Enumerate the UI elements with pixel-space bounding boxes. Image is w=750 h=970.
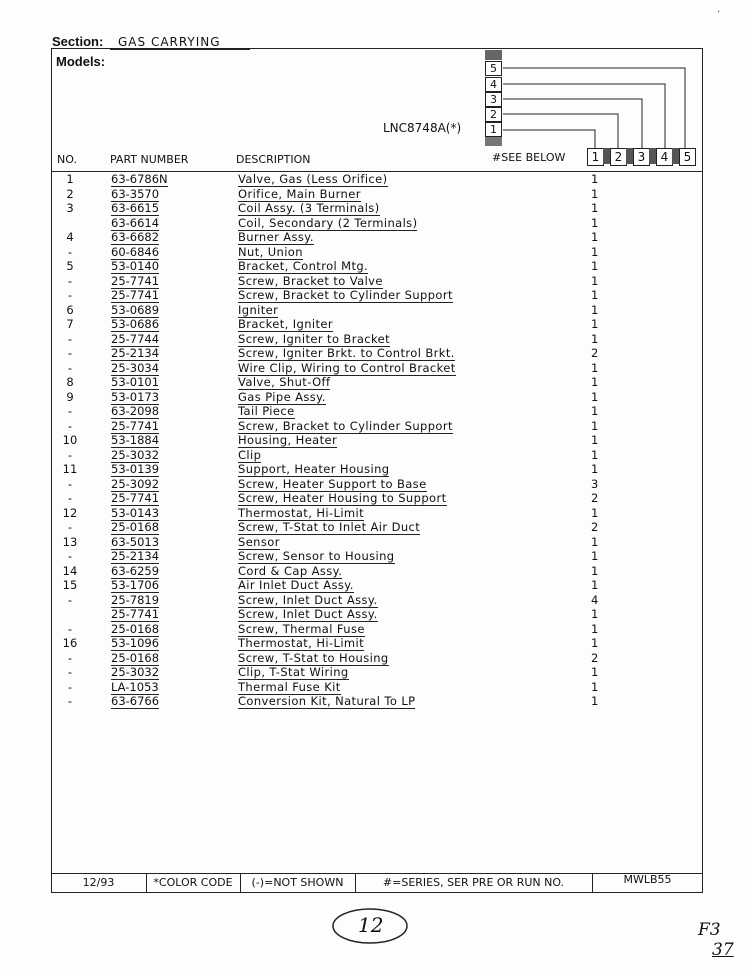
part-item-number: - <box>67 360 73 375</box>
parts-table <box>51 172 703 709</box>
part-number: 60-6846 <box>111 244 160 259</box>
table-row <box>51 317 703 332</box>
part-item-number: 16 <box>62 636 78 650</box>
part-item-number: - <box>67 520 73 534</box>
part-quantity: 1 <box>591 447 599 462</box>
table-row <box>51 361 703 376</box>
table-row <box>51 259 703 274</box>
part-item-number: 8 <box>66 375 74 389</box>
part-quantity: 1 <box>591 607 599 621</box>
part-item-number: 12 <box>62 505 78 520</box>
table-row <box>51 245 703 260</box>
part-number: 53-0689 <box>111 302 160 317</box>
model-box-2: 2 <box>485 107 502 122</box>
part-quantity: 1 <box>591 273 599 288</box>
model-box-5: 5 <box>485 61 502 76</box>
part-item-number: - <box>67 650 73 665</box>
part-quantity: 3 <box>591 476 599 491</box>
part-number: 63-5013 <box>111 534 160 549</box>
part-number: 63-6682 <box>111 230 160 244</box>
part-item-number: - <box>67 346 73 360</box>
part-item-number: - <box>67 491 73 505</box>
part-quantity: 2 <box>591 491 599 505</box>
model-box-4: 4 <box>485 77 502 92</box>
part-quantity: 1 <box>591 665 599 679</box>
part-description: Cord & Cap Assy. <box>238 563 343 578</box>
part-description: Air Inlet Duct Assy. <box>238 578 354 592</box>
col-shade <box>672 148 679 164</box>
part-number: 25-2134 <box>111 549 160 563</box>
part-number: 53-0101 <box>111 375 160 389</box>
part-quantity: 2 <box>591 346 599 360</box>
models-label: Models: <box>56 54 106 69</box>
col-shade <box>603 148 610 164</box>
corner-mark-top: F3 <box>698 920 721 940</box>
part-number: 53-1096 <box>111 636 160 650</box>
part-quantity: 1 <box>591 404 599 418</box>
part-quantity: 1 <box>591 302 599 317</box>
page-number-handwritten: 12 <box>358 913 384 937</box>
part-number: 25-0168 <box>111 650 160 665</box>
table-row <box>51 390 703 405</box>
part-description: Bracket, Control Mtg. <box>238 259 369 273</box>
part-item-number: - <box>67 273 73 288</box>
part-quantity: 2 <box>591 520 599 534</box>
part-number: 63-6259 <box>111 563 160 578</box>
part-description: Screw, Heater Housing to Support <box>238 491 447 505</box>
part-description: Valve, Gas (Less Orifice) <box>238 172 388 186</box>
part-number: 25-0168 <box>111 520 160 534</box>
part-number: 25-7744 <box>111 331 160 346</box>
table-row <box>51 288 703 303</box>
connector-line-3 <box>503 99 642 148</box>
table-row <box>51 462 703 477</box>
part-quantity: 1 <box>591 172 599 186</box>
part-number: 25-7741 <box>111 288 160 302</box>
part-number: 25-7741 <box>111 418 160 433</box>
table-row <box>51 201 703 216</box>
part-item-number: - <box>67 679 73 694</box>
footer-doc-code: MWLB55 <box>623 873 672 886</box>
col-header-no: NO. <box>57 153 77 166</box>
col-shade <box>649 148 656 164</box>
part-quantity: 1 <box>591 244 599 259</box>
model-box-1: 1 <box>485 122 502 137</box>
part-description: Screw, Igniter Brkt. to Control Brkt. <box>238 346 455 360</box>
connector-line-4 <box>503 84 665 148</box>
part-item-number: - <box>67 404 73 418</box>
model-box-cap <box>485 50 502 60</box>
footer-series: #=SERIES, SER PRE OR RUN NO. <box>382 876 565 889</box>
part-item-number: - <box>67 288 73 302</box>
table-row <box>51 303 703 318</box>
part-number: 63-6786N <box>111 172 168 186</box>
part-quantity: 1 <box>591 259 599 273</box>
part-number: 25-7741 <box>111 607 160 621</box>
part-quantity: 1 <box>591 317 599 331</box>
col-header-description: DESCRIPTION <box>236 153 311 166</box>
part-item-number: 11 <box>62 462 78 476</box>
part-quantity: 1 <box>591 331 599 346</box>
part-item-number: - <box>67 244 73 259</box>
part-description: Support, Heater Housing <box>238 462 390 476</box>
part-description: Screw, Bracket to Valve <box>238 273 383 288</box>
part-item-number: - <box>67 592 73 607</box>
table-row <box>51 187 703 202</box>
model-code: LNC8748A(*) <box>383 121 462 135</box>
part-description: Coil, Secondary (2 Terminals) <box>238 215 418 230</box>
section-label: Section: <box>52 34 104 49</box>
col-header-model-4: 4 <box>656 148 673 166</box>
part-item-number: - <box>67 621 73 636</box>
table-row <box>51 506 703 521</box>
speck-mark: · <box>717 6 721 17</box>
part-description: Screw, Heater Support to Base <box>238 476 427 491</box>
table-row <box>51 433 703 448</box>
part-description: Screw, Thermal Fuse <box>238 621 365 636</box>
part-description: Wire Clip, Wiring to Control Bracket <box>238 360 456 375</box>
part-quantity: 1 <box>591 389 599 404</box>
table-row <box>51 651 703 666</box>
table-row <box>51 172 703 187</box>
table-row <box>51 578 703 593</box>
part-description: Clip <box>238 447 262 462</box>
part-item-number: 5 <box>66 259 74 273</box>
part-description: Conversion Kit, Natural To LP <box>238 694 416 708</box>
part-number: 53-1884 <box>111 433 160 447</box>
part-number: 25-2134 <box>111 346 160 360</box>
table-row <box>51 375 703 390</box>
part-item-number: 10 <box>62 433 78 447</box>
part-item-number: 3 <box>66 201 74 215</box>
part-number: 25-7819 <box>111 592 160 607</box>
part-item-number: - <box>67 476 73 491</box>
col-header-see-below: #SEE BELOW <box>492 151 566 164</box>
part-quantity: 1 <box>591 230 599 244</box>
part-quantity: 1 <box>591 549 599 563</box>
col-header-model-2: 2 <box>610 148 627 166</box>
connector-line-1 <box>503 130 595 148</box>
part-description: Coil Assy. (3 Terminals) <box>238 201 380 215</box>
table-row <box>51 216 703 231</box>
part-description: Gas Pipe Assy. <box>238 389 326 404</box>
table-row <box>51 448 703 463</box>
part-item-number: 9 <box>66 389 74 404</box>
part-number: 25-0168 <box>111 621 160 636</box>
part-number: 53-0686 <box>111 317 160 331</box>
part-quantity: 1 <box>591 563 599 578</box>
footer-date: 12/93 <box>82 876 115 889</box>
part-description: Nut, Union <box>238 244 303 259</box>
part-item-number: 15 <box>62 578 78 592</box>
part-description: Housing, Heater <box>238 433 338 447</box>
part-description: Clip, T-Stat Wiring <box>238 665 349 679</box>
col-header-model-3: 3 <box>633 148 650 166</box>
part-description: Screw, Sensor to Housing <box>238 549 395 563</box>
part-description: Thermostat, Hi-Limit <box>238 636 365 650</box>
part-description: Bracket, Igniter <box>238 317 334 331</box>
part-number: 53-0139 <box>111 462 160 476</box>
table-row <box>51 404 703 419</box>
part-quantity: 1 <box>591 215 599 230</box>
part-item-number: - <box>67 549 73 563</box>
table-row <box>51 593 703 608</box>
part-description: Valve, Shut-Off <box>238 375 331 389</box>
connector-line-2 <box>503 114 618 148</box>
corner-mark-bottom: 37 <box>712 940 734 960</box>
table-row <box>51 549 703 564</box>
part-number: 63-6766 <box>111 694 160 708</box>
part-item-number: 2 <box>66 186 74 201</box>
table-row <box>51 491 703 506</box>
table-row <box>51 520 703 535</box>
part-item-number: 14 <box>62 563 78 578</box>
part-quantity: 1 <box>591 418 599 433</box>
table-row <box>51 680 703 695</box>
table-row <box>51 622 703 637</box>
table-row <box>51 332 703 347</box>
part-number: 25-3032 <box>111 447 160 462</box>
part-number: 25-7741 <box>111 273 160 288</box>
table-row <box>51 419 703 434</box>
part-number: 25-3034 <box>111 360 160 375</box>
part-number: 25-7741 <box>111 491 160 505</box>
part-quantity: 1 <box>591 534 599 549</box>
part-description: Screw, Inlet Duct Assy. <box>238 607 378 621</box>
part-description: Screw, Bracket to Cylinder Support <box>238 288 453 302</box>
part-number: 25-3032 <box>111 665 160 679</box>
part-number: 63-6615 <box>111 201 160 215</box>
part-item-number: - <box>67 665 73 679</box>
table-row <box>51 346 703 361</box>
part-description: Screw, T-Stat to Housing <box>238 650 389 665</box>
table-row <box>51 477 703 492</box>
table-row <box>51 665 703 680</box>
part-number: 53-0140 <box>111 259 160 273</box>
section-value: GAS CARRYING <box>118 35 221 49</box>
part-quantity: 1 <box>591 679 599 694</box>
part-quantity: 1 <box>591 621 599 636</box>
part-item-number: - <box>67 331 73 346</box>
part-number: LA-1053 <box>111 679 159 694</box>
part-description: Thermal Fuse Kit <box>238 679 341 694</box>
part-item-number: 4 <box>66 230 74 244</box>
part-quantity: 1 <box>591 578 599 592</box>
part-number: 53-0173 <box>111 389 160 404</box>
part-description: Sensor <box>238 534 280 549</box>
part-item-number: - <box>67 418 73 433</box>
part-quantity: 1 <box>591 360 599 375</box>
part-quantity: 1 <box>591 375 599 389</box>
connector-line-5 <box>503 68 685 148</box>
table-row <box>51 607 703 622</box>
part-description: Screw, T-Stat to Inlet Air Duct <box>238 520 421 534</box>
footer-not-shown: (-)=NOT SHOWN <box>251 876 344 889</box>
col-header-model-1: 1 <box>587 148 604 166</box>
part-description: Screw, Bracket to Cylinder Support <box>238 418 453 433</box>
part-quantity: 2 <box>591 650 599 665</box>
part-quantity: 1 <box>591 505 599 520</box>
table-row <box>51 694 703 709</box>
part-item-number: 6 <box>66 302 74 317</box>
part-quantity: 1 <box>591 433 599 447</box>
table-row <box>51 230 703 245</box>
part-description: Igniter <box>238 302 279 317</box>
part-number: 63-6614 <box>111 215 160 230</box>
model-box-3: 3 <box>485 92 502 107</box>
part-item-number: - <box>67 694 73 708</box>
table-row <box>51 564 703 579</box>
part-quantity: 1 <box>591 636 599 650</box>
table-row <box>51 535 703 550</box>
part-quantity: 1 <box>591 186 599 201</box>
part-item-number: 13 <box>62 534 78 549</box>
part-description: Orifice, Main Burner <box>238 186 361 201</box>
part-number: 53-1706 <box>111 578 160 592</box>
part-quantity: 1 <box>591 201 599 215</box>
part-quantity: 1 <box>591 694 599 708</box>
part-description: Screw, Igniter to Bracket <box>238 331 391 346</box>
part-number: 63-2098 <box>111 404 160 418</box>
col-shade <box>626 148 633 164</box>
part-quantity: 1 <box>591 288 599 302</box>
part-item-number: 7 <box>66 317 74 331</box>
col-header-model-5: 5 <box>679 148 696 166</box>
part-number: 25-3092 <box>111 476 160 491</box>
part-quantity: 1 <box>591 462 599 476</box>
part-description: Screw, Inlet Duct Assy. <box>238 592 378 607</box>
table-row <box>51 274 703 289</box>
footer-color-code: *COLOR CODE <box>153 876 233 889</box>
table-row <box>51 636 703 651</box>
part-description: Tail Piece <box>238 404 295 418</box>
part-item-number: 1 <box>66 172 74 186</box>
part-number: 63-3570 <box>111 186 160 201</box>
part-quantity: 4 <box>591 592 599 607</box>
col-header-part-number: PART NUMBER <box>110 153 189 166</box>
part-description: Burner Assy. <box>238 230 314 244</box>
part-description: Thermostat, Hi-Limit <box>238 505 365 520</box>
part-number: 53-0143 <box>111 505 160 520</box>
model-connector-lines <box>500 60 700 152</box>
part-item-number: - <box>67 447 73 462</box>
